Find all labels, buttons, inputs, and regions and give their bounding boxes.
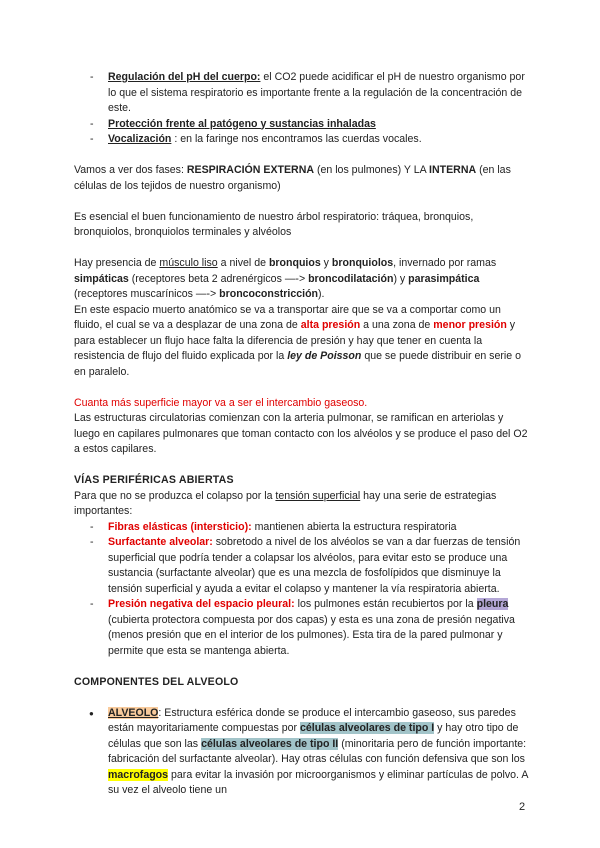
- highlight-alveolo: ALVEOLO: [108, 706, 159, 719]
- item-text: mantienen abierta la estructura respiratoria: [251, 520, 457, 533]
- heading-vias: VÍAS PERIFÉRICAS ABIERTAS: [74, 474, 234, 486]
- list-item: [74, 117, 532, 133]
- item-text: (cubierta protectora compuesta por dos capas) y esta es una zona de presión negativa (menos presión que en el interior de los pulmones). Esta tira de la pared pulmonar y permite que esta se mantenga abierta.: [108, 613, 515, 657]
- page-content: [74, 70, 532, 799]
- highlight-macrofagos: macrofagos: [108, 768, 169, 781]
- item-title: Fibras elásticas (intersticio):: [108, 520, 252, 533]
- highlight-type-1: células alveolares de tipo I: [299, 722, 435, 734]
- paragraph-dead-space: En este espacio muerto anatómico se va a transportar aire que se va a comportar como un fluido, el cual se va a desplazar de una zona de alta presión a una zona de menor presión y para establecer un flujo hace falta la diferencia de presión y hay que tener en cuenta la resistencia de flujo del fluido explicada por la ley de Poisson que se puede distribuir en serie o en paralelo.: [74, 303, 521, 378]
- item-title: Presión negativa del espacio pleural:: [108, 598, 295, 610]
- list-item: [74, 132, 532, 148]
- paragraph-circulation: Las estructuras circulatorias comienzan con la arteria pulmonar, se ramifican en arteriolas y luego en capilares pulmonares que toman contacto con los alvéolos y se produce el paso del O2 a estos capilares.: [74, 412, 528, 455]
- paragraph-surface-note: Cuanta más superficie mayor va a ser el intercambio gaseoso.: [74, 396, 368, 409]
- list-item: [74, 597, 532, 659]
- list-item: ● ALVEOLO: Estructura esférica donde se produce el intercambio gaseoso, sus paredes están mayoritariamente compuestas por células alveolares de tipo I y hay otro tipo de células que son las células alveolares de tipo II (minoritaria pero de función importante: fabricación del surfactante alveolar). Hay otras células con función defensiva que son los macrofagos para evitar la invasión por microorganismos y eliminar partículas de polvo. A su vez el alveolo tiene un: [74, 706, 532, 799]
- paragraph-phases: Vamos a ver dos fases: RESPIRACIÓN EXTERNA (en los pulmones) Y LA INTERNA (en las células de los tejidos de nuestro organismo): [74, 164, 511, 192]
- item-text: los pulmones están recubiertos por la: [294, 598, 477, 610]
- paragraph-smooth-muscle: Hay presencia de músculo liso a nivel de bronquios y bronquiolos, invernado por ramas simpáticas (receptores beta 2 adrenérgicos —-> broncodilatación) y parasimpática (receptores muscarínicos —-> broncoconstricción).: [74, 257, 497, 300]
- functions-list: [74, 70, 532, 148]
- item-title: Vocalización: [108, 133, 172, 145]
- item-text: el CO2 puede acidificar el pH de nuestro organismo por lo que el sistema respiratorio es importante frente a la regulación de la concentración de este.: [108, 71, 525, 114]
- highlight-type-2: células alveolares de tipo II: [201, 737, 339, 750]
- paragraph-vias-intro: Para que no se produzca el colapso por la tensión superficial hay una serie de estrategias importantes:: [74, 489, 497, 517]
- strategies-list: [74, 520, 532, 660]
- page-number: 2: [519, 801, 526, 813]
- components-list: [74, 706, 532, 799]
- item-text: sobretodo a nivel de los alvéolos se van a dar fuerzas de tensión superficial que podría tender a colapsar los alvéolos, para evitar esto se produce una sustancia (surfactante alveolar) que es una mezcla de fosfolípidos que disminuye la tensión superficial y ayuda a evitar el colapso y mantener la vía respiratoria abierta.: [108, 536, 521, 595]
- list-item: [74, 535, 532, 597]
- list-item: [74, 70, 532, 117]
- highlight-pleura: pleura: [476, 598, 509, 610]
- heading-componentes: COMPONENTES DEL ALVEOLO: [74, 675, 239, 688]
- item-title: Regulación del pH del cuerpo:: [108, 71, 261, 83]
- item-title: Surfactante alveolar:: [108, 536, 213, 548]
- item-text: : en la faringe nos encontramos las cuerdas vocales.: [171, 133, 422, 145]
- item-title: Protección frente al patógeno y sustancias inhaladas: [108, 117, 376, 130]
- list-item: [74, 520, 532, 536]
- paragraph-respiratory-tree: Es esencial el buen funcionamiento de nuestro árbol respiratorio: tráquea, bronquios, bronquiolos, bronquiolos terminales y alvéolos: [74, 210, 474, 238]
